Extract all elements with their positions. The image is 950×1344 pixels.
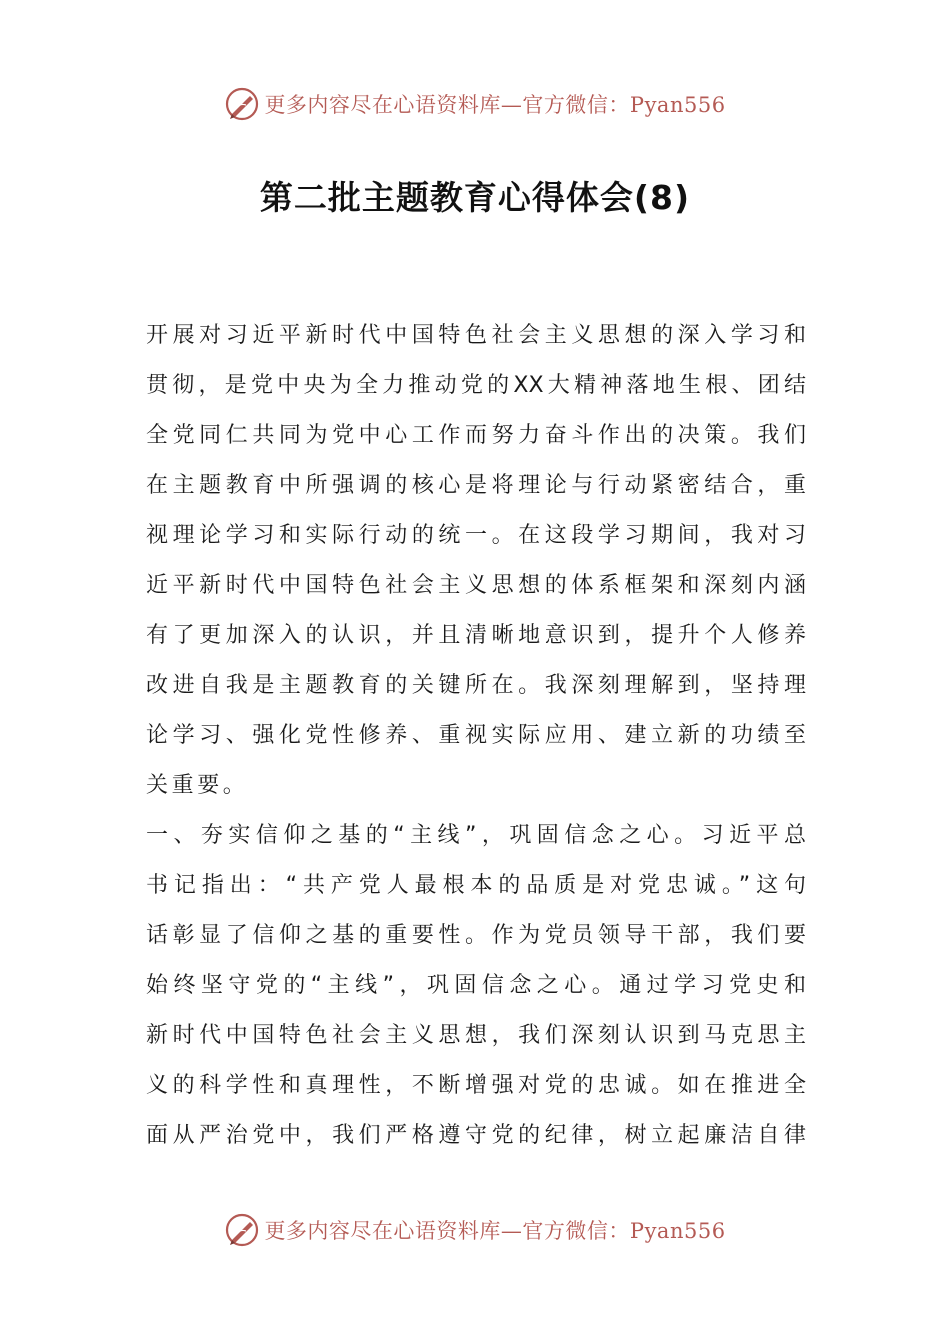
text-line: 始终坚守党的“主线”，巩固信念之心。通过学习党史和 [146, 973, 806, 998]
footer-watermark-banner [0, 1210, 950, 1250]
text-line: 有了更加深入的认识，并且清晰地意识到，提升个人修养 [146, 623, 806, 648]
text-line: 全党同仁共同为党中心工作而努力奋斗作出的决策。我们 [146, 423, 806, 448]
text-line: 在主题教育中所强调的核心是将理论与行动紧密结合，重 [146, 473, 806, 498]
text-line: 近平新时代中国特色社会主义思想的体系框架和深刻内涵 [146, 573, 806, 598]
text-line: 义的科学性和真理性，不断增强对党的忠诚。如在推进全 [146, 1073, 806, 1098]
pen-logo-icon [224, 86, 260, 122]
text-line: 面从严治党中，我们严格遵守党的纪律，树立起廉洁自律 [146, 1123, 806, 1148]
text-line: 新时代中国特色社会主义思想，我们深刻认识到马克思主 [146, 1023, 806, 1048]
text-line: 改进自我是主题教育的关键所在。我深刻理解到，坚持理 [146, 673, 806, 698]
text-line: 开展对习近平新时代中国特色社会主义思想的深入学习和 [146, 323, 806, 348]
text-line: 贯彻，是党中央为全力推动党的XX大精神落地生根、团结 [146, 373, 806, 398]
text-line: 话彰显了信仰之基的重要性。作为党员领导干部，我们要 [146, 923, 806, 948]
text-line: 论学习、强化党性修养、重视实际应用、建立新的功绩至 [146, 723, 806, 748]
text-line: 关重要。 [146, 773, 249, 798]
page-title: 第二批主题教育心得体会(8) [259, 178, 691, 217]
text-line: 一、夯实信仰之基的“主线”，巩固信念之心。习近平总 [146, 823, 806, 848]
pen-logo-icon [224, 1212, 260, 1248]
header-watermark-banner [0, 84, 950, 124]
header-watermark-text: 更多内容尽在心语资料库—官方微信：Pyan556 [264, 93, 726, 117]
body-text [146, 311, 806, 1161]
text-line: 书记指出：“共产党人最根本的品质是对党忠诚。”这句 [146, 873, 806, 898]
footer-watermark-text: 更多内容尽在心语资料库—官方微信：Pyan556 [264, 1219, 726, 1243]
text-line: 视理论学习和实际行动的统一。在这段学习期间，我对习 [146, 523, 806, 548]
